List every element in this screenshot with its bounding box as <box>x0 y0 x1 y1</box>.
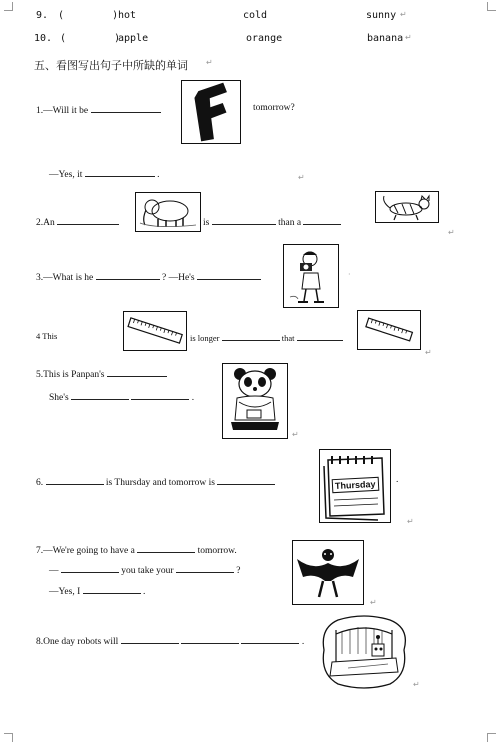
q7-text-g: . <box>143 587 146 597</box>
q4-text-c: that <box>281 333 295 343</box>
q1-blank-2[interactable] <box>85 167 155 177</box>
q2-text-a: 2.An <box>36 218 55 228</box>
q1-text-c: —Yes, it <box>49 170 83 180</box>
q3-text-b: ? —He's <box>162 273 195 283</box>
q5-blank-2[interactable] <box>71 390 129 400</box>
question-2 <box>36 215 119 228</box>
question-5-line-2 <box>49 390 194 403</box>
q2-blank-1[interactable] <box>57 215 119 225</box>
question-4-mid <box>190 331 343 343</box>
q8-blank-3[interactable] <box>241 634 299 644</box>
q7-blank-1[interactable] <box>137 543 195 553</box>
option-a: hot <box>118 10 137 21</box>
q6-text-a: 6. <box>36 478 44 488</box>
q6-blank-1[interactable] <box>46 475 104 485</box>
return-mark: ↵ <box>370 598 377 607</box>
question-5 <box>36 367 167 380</box>
q7-text-f: —Yes, I <box>49 587 81 597</box>
q2-text-c: than a <box>278 218 302 228</box>
q4-text-a: 4 This <box>36 331 58 341</box>
q8-text-a: 8.One day robots will <box>36 637 119 647</box>
return-mark: ↵ <box>407 517 414 526</box>
question-1-answer <box>49 167 159 180</box>
crop-mark-top-left <box>4 2 13 11</box>
question-1 <box>36 103 161 116</box>
q2-cat-image <box>375 191 439 223</box>
q5-panda-image <box>222 363 288 439</box>
q4-text-b: is longer <box>190 333 220 343</box>
elephant-icon <box>136 193 200 231</box>
row-10 <box>34 33 474 47</box>
q3-blank-1[interactable] <box>96 270 160 280</box>
robot-in-bed-icon <box>318 614 410 690</box>
q5-blank-3[interactable] <box>131 390 189 400</box>
q6-blank-2[interactable] <box>217 475 275 485</box>
q3-photographer-image <box>283 244 339 308</box>
row-9 <box>36 10 476 24</box>
cat-icon <box>376 192 438 222</box>
q3-blank-2[interactable] <box>197 270 261 280</box>
q2-blank-3[interactable] <box>303 215 341 225</box>
q5-text-c: . <box>191 393 195 403</box>
return-mark: ↵ <box>425 348 432 357</box>
q6-calendar-image <box>319 449 391 523</box>
q8-blank-1[interactable] <box>121 634 179 644</box>
return-mark: ↵ <box>206 58 213 67</box>
return-mark: ↵ <box>400 10 407 19</box>
ruler-icon <box>124 312 186 350</box>
q4-ruler-image-2 <box>357 310 421 350</box>
crop-mark-bottom-left <box>4 733 13 742</box>
q2-elephant-image <box>135 192 201 232</box>
return-mark: ↵ <box>413 680 420 689</box>
question-7-line-3 <box>49 584 145 597</box>
return-mark: ↵ <box>448 228 455 237</box>
crop-mark-top-right <box>487 2 496 11</box>
question-2-mid <box>203 215 341 228</box>
q7-blank-4[interactable] <box>83 584 141 594</box>
kite-icon <box>293 541 363 604</box>
q8-text-b: . <box>301 637 305 647</box>
q7-blank-2[interactable] <box>61 563 119 573</box>
question-8 <box>36 634 304 647</box>
q6-text-b: is Thursday and tomorrow is <box>105 478 215 488</box>
q4-ruler-image-1 <box>123 311 187 351</box>
option-c: banana <box>367 33 404 44</box>
option-b: cold <box>243 10 268 21</box>
q1-text-b: tomorrow? <box>253 103 295 113</box>
question-3 <box>36 270 261 283</box>
question-7 <box>36 543 237 556</box>
q6-text-c: . <box>396 475 399 485</box>
row-number: 10. <box>34 33 53 44</box>
q1-blank-1[interactable] <box>91 103 161 113</box>
row-number: 9. <box>36 10 49 21</box>
q7-blank-3[interactable] <box>176 563 234 573</box>
q7-text-a: 7.—We're going to have a <box>36 546 135 556</box>
question-7-line-2 <box>49 563 240 576</box>
q7-text-b: tomorrow. <box>197 546 237 556</box>
option-b: orange <box>246 33 283 44</box>
q2-blank-2[interactable] <box>212 215 276 225</box>
q2-text-b: is <box>203 218 210 228</box>
option-c: sunny <box>366 10 397 21</box>
q1-text-d: . <box>157 170 160 180</box>
q1-image-frame <box>181 80 241 144</box>
q5-blank-1[interactable] <box>107 367 167 377</box>
q4-blank-1[interactable] <box>222 331 280 341</box>
q7-kite-image <box>292 540 364 605</box>
q7-text-e: ? <box>236 566 241 576</box>
photographer-icon <box>284 245 338 307</box>
return-mark: · <box>348 270 351 279</box>
calendar-day-label: Thursday <box>332 477 379 493</box>
q1-text-a: 1.—Will it be <box>36 106 89 116</box>
q8-robot-bed-image <box>318 614 410 690</box>
return-mark: ↵ <box>405 33 412 42</box>
q7-text-c: — <box>49 566 59 576</box>
answer-paren: ( ) <box>58 10 119 21</box>
ruler-icon <box>358 311 420 349</box>
question-6 <box>36 475 275 488</box>
answer-paren: ( ) <box>60 33 121 44</box>
crop-mark-bottom-right <box>487 733 496 742</box>
q5-text-b: She's <box>49 393 69 403</box>
q3-text-a: 3.—What is he <box>36 273 94 283</box>
panda-icon <box>223 364 287 438</box>
q5-text-a: 5.This is Panpan's <box>36 370 105 380</box>
return-mark: ↵ <box>292 430 299 439</box>
q7-text-d: you take your <box>121 566 174 576</box>
q4-blank-2[interactable] <box>297 331 343 341</box>
q8-blank-2[interactable] <box>181 634 239 644</box>
section-title: 五、看图写出句子中所缺的单词 <box>34 59 188 72</box>
letter-f-icon <box>182 81 240 143</box>
option-a: apple <box>118 33 149 44</box>
return-mark: ↵ <box>298 173 305 182</box>
